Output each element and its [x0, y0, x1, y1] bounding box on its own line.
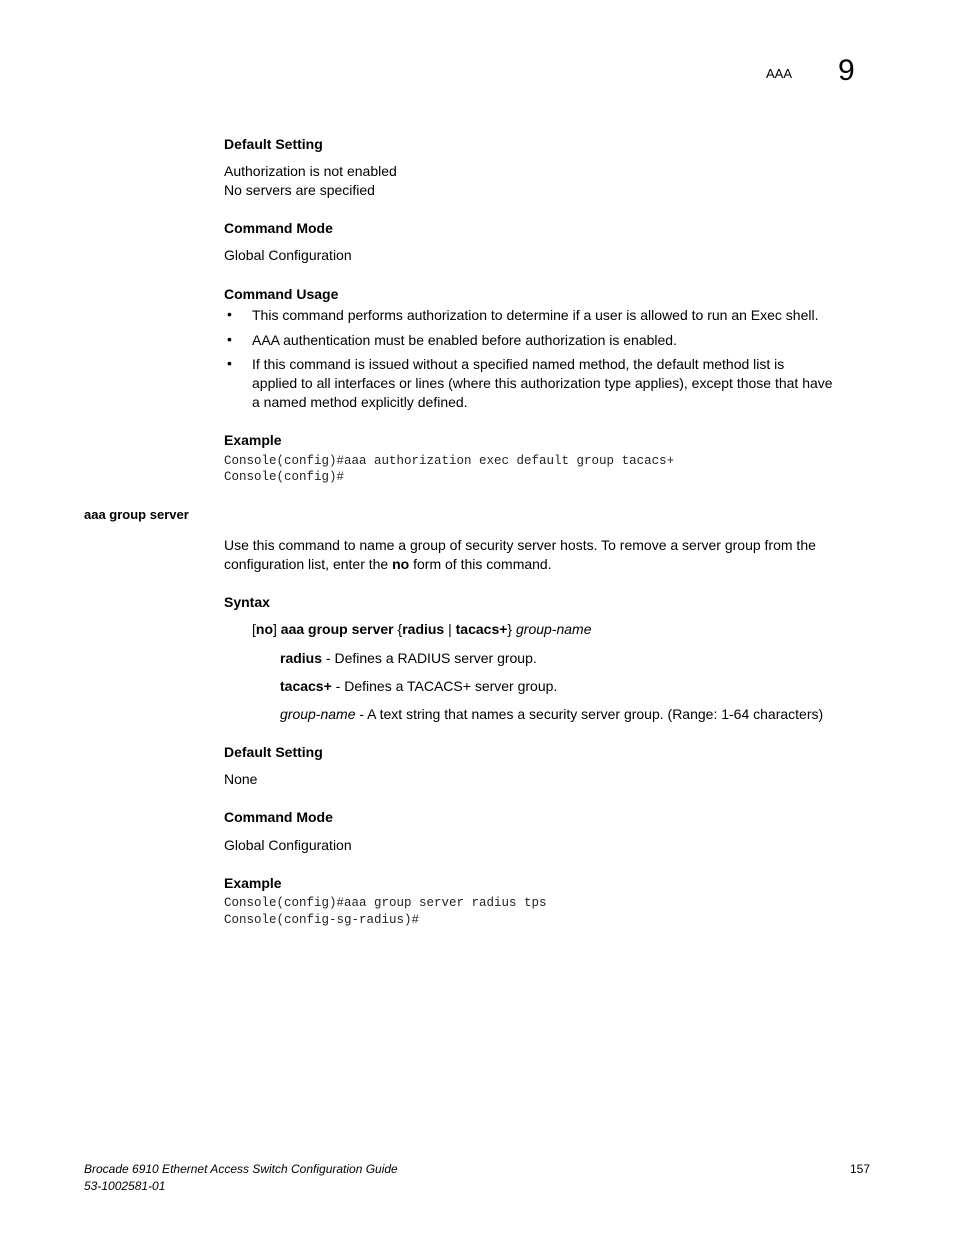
example-heading: Example	[224, 432, 282, 448]
usage-item: If this command is issued without a specified named method, the default method list is	[252, 356, 785, 372]
default-setting-text: None	[224, 771, 258, 787]
bullet-icon: •	[227, 355, 232, 371]
no-keyword: no	[392, 556, 410, 572]
command-description: Use this command to name a group of security server hosts. To remove a server group from the	[224, 537, 816, 553]
page-number: 157	[850, 1162, 871, 1176]
param-radius: radius - Defines a RADIUS server group.	[280, 650, 537, 666]
running-header-section: AAA	[766, 66, 793, 81]
command-mode-heading: Command Mode	[224, 809, 333, 825]
param-tacacs: tacacs+ - Defines a TACACS+ server group.	[280, 678, 558, 694]
default-setting-line: Authorization is not enabled	[224, 163, 397, 179]
command-usage-heading: Command Usage	[224, 286, 339, 302]
chapter-number: 9	[838, 54, 855, 87]
code-line: Console(config-sg-radius)#	[224, 913, 420, 927]
command-mode-heading: Command Mode	[224, 220, 333, 236]
default-setting-heading: Default Setting	[224, 744, 323, 760]
command-description-line2: configuration list, enter the no form of this command.	[224, 556, 552, 572]
code-line: Console(config)#aaa authorization exec default group tacacs+	[224, 454, 675, 468]
usage-item: AAA authentication must be enabled before authorization is enabled.	[252, 332, 677, 348]
syntax-line: [no] aaa group server {radius | tacacs+} group-name	[252, 621, 592, 637]
syntax-heading: Syntax	[224, 594, 270, 610]
footer-doc-number: 53-1002581-01	[84, 1179, 166, 1193]
bullet-icon: •	[227, 306, 232, 322]
usage-item-continued: applied to all interfaces or lines (where this authorization type applies), except those that have	[252, 375, 833, 391]
default-setting-heading: Default Setting	[224, 136, 323, 152]
usage-item-continued: a named method explicitly defined.	[252, 394, 468, 410]
bullet-icon: •	[227, 331, 232, 347]
code-line: Console(config)#aaa group server radius tps	[224, 896, 547, 910]
command-mode-text: Global Configuration	[224, 247, 352, 263]
usage-item: This command performs authorization to determine if a user is allowed to run an Exec shell.	[252, 307, 819, 323]
command-title: aaa group server	[84, 507, 189, 522]
example-heading: Example	[224, 875, 282, 891]
footer-title: Brocade 6910 Ethernet Access Switch Configuration Guide	[84, 1162, 398, 1176]
command-mode-text: Global Configuration	[224, 837, 352, 853]
code-line: Console(config)#	[224, 470, 345, 484]
param-group-name: group-name - A text string that names a security server group. (Range: 1-64 characters)	[280, 706, 824, 722]
default-setting-line: No servers are specified	[224, 182, 375, 198]
